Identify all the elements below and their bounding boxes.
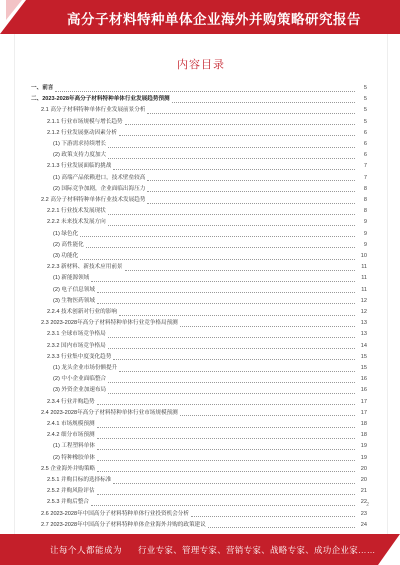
toc-entry-page: 11 xyxy=(361,286,367,293)
toc-entry[interactable] xyxy=(31,364,367,373)
toc-leader-dots xyxy=(108,157,355,159)
toc-entry-page: 17 xyxy=(360,398,367,405)
toc-entry-label: (1) 绿色化 xyxy=(53,230,79,237)
toc-leader-dots xyxy=(147,190,355,192)
toc-entry-label: 2.3 2023-2028年高分子材料特种单体行业竞争格局预测 xyxy=(41,320,178,327)
toc-entry[interactable] xyxy=(31,465,367,474)
toc-entry[interactable] xyxy=(31,330,367,339)
toc-entry-label: 2.4.2 细分市场预测 xyxy=(47,432,95,439)
toc-entry-page: 18 xyxy=(360,421,367,427)
toc-entry-page: 9 xyxy=(363,219,367,226)
toc-leader-dots xyxy=(119,314,355,316)
toc-leader-dots xyxy=(108,146,355,148)
toc-entry-label: 2.3.2 国内市场竞争格局 xyxy=(47,342,106,349)
toc-entry-page: 22 xyxy=(360,499,367,506)
toc-leader-dots xyxy=(125,123,355,125)
toc-entry-page: 6 xyxy=(363,141,367,147)
toc-entry[interactable] xyxy=(31,218,367,227)
toc-entry[interactable] xyxy=(31,106,367,115)
toc-leader-dots xyxy=(191,515,355,517)
toc-entry[interactable] xyxy=(31,420,367,429)
toc-leader-dots xyxy=(91,504,355,506)
toc-entry-label: 2.5.3 并购后整合 xyxy=(47,499,89,506)
toc-entry[interactable] xyxy=(31,498,367,507)
toc-entry[interactable] xyxy=(31,342,367,351)
toc-leader-dots xyxy=(97,459,355,461)
toc-leader-dots xyxy=(55,90,355,92)
toc-entry-label: 2.5 企业海外并购策略 xyxy=(41,465,96,472)
toc-entry-label: (1) 下游需求持续增长 xyxy=(53,141,107,147)
toc-entry[interactable] xyxy=(31,353,367,362)
toc-entry[interactable] xyxy=(31,174,367,183)
toc-entry[interactable] xyxy=(31,319,367,328)
toc-entry[interactable] xyxy=(31,308,367,317)
toc-entry[interactable] xyxy=(31,118,367,127)
toc-entry-page: 15 xyxy=(360,365,367,371)
toc-entry[interactable] xyxy=(31,241,367,250)
toc-entry-label: 2.1 高分子材料特种单体行业发展前景分析 xyxy=(41,107,146,114)
toc-entry-page: 20 xyxy=(360,465,367,472)
toc-entry-label: 2.4 2023-2028年高分子材料特种单体行业市场规模预测 xyxy=(41,409,178,416)
toc-entry-page: 5 xyxy=(363,107,367,114)
toc-entry-page: 16 xyxy=(360,376,367,383)
toc-entry[interactable] xyxy=(31,252,367,261)
toc-leader-dots xyxy=(108,392,355,394)
toc-entry-page: 8 xyxy=(363,185,367,192)
toc-entry-page: 13 xyxy=(360,320,367,327)
toc-entry-label: (3) 外资企业加速布局 xyxy=(53,387,107,394)
toc-leader-dots xyxy=(97,493,355,495)
toc-entry-label: (2) 高性能化 xyxy=(53,241,84,248)
report-footer xyxy=(0,534,400,565)
toc-entry-label: 2.3.4 行业并购趋势 xyxy=(47,398,95,405)
toc-entry-page: 11 xyxy=(361,264,367,271)
toc-leader-dots xyxy=(119,134,355,136)
toc-entry-page: 19 xyxy=(360,443,367,450)
toc-entry[interactable] xyxy=(31,409,367,418)
toc-entry[interactable] xyxy=(31,286,367,295)
toc-leader-dots xyxy=(108,381,355,383)
toc-entry-label: (1) 高端产品依赖进口，技术壁垒较高 xyxy=(53,174,146,181)
toc-leader-dots xyxy=(91,280,355,282)
toc-entry-page: 24 xyxy=(360,521,367,528)
toc-leader-dots xyxy=(108,213,355,215)
toc-title: 内容目录 xyxy=(177,59,225,71)
toc-entry-label: 2.7 2023-2028年中国高分子材料特种单体企业海外并购的政策建议 xyxy=(41,521,206,528)
toc-leader-dots xyxy=(180,414,355,416)
toc-leader-dots xyxy=(97,302,355,304)
document-page xyxy=(14,34,388,534)
toc-leader-dots xyxy=(108,224,355,226)
toc-entry[interactable] xyxy=(31,487,367,496)
toc-entry-page: 8 xyxy=(363,208,367,215)
toc-entry-label: 一、前言 xyxy=(31,85,54,91)
toc-entry-label: 2.1.3 行业发展面临的挑战 xyxy=(47,163,112,170)
toc-entry[interactable] xyxy=(31,521,367,530)
toc-leader-dots xyxy=(108,336,355,338)
toc-entry[interactable] xyxy=(31,442,367,451)
toc-leader-dots xyxy=(80,258,355,260)
toc-entry-page: 5 xyxy=(363,96,367,103)
toc-leader-dots xyxy=(147,112,355,114)
toc-entry-label: (1) 新能源领域 xyxy=(53,275,90,282)
toc-entry[interactable] xyxy=(31,263,367,272)
toc-leader-dots xyxy=(113,168,355,170)
toc-entry-page: 6 xyxy=(363,152,367,159)
toc-leader-dots xyxy=(97,291,355,293)
toc-entry-page: 9 xyxy=(363,230,367,237)
toc-entry[interactable] xyxy=(31,95,367,104)
toc-entry-label: 2.2 高分子材料特种单体行业技术发展趋势 xyxy=(41,197,146,203)
toc-entry-page: 10 xyxy=(360,253,367,259)
report-header xyxy=(0,0,400,34)
toc-entry[interactable] xyxy=(31,140,367,149)
toc-entry[interactable] xyxy=(31,230,367,239)
toc-entry-label: 二、2023-2028年高分子材料特种单体行业发展趋势预测 xyxy=(31,96,170,103)
toc-entry[interactable] xyxy=(31,84,367,93)
page-number: 2 xyxy=(366,502,369,508)
toc-entry-page: 20 xyxy=(360,477,367,483)
header-pink-corner xyxy=(6,0,22,20)
toc-entry-page: 23 xyxy=(360,510,367,517)
toc-entry-label: (2) 中小企业面临整合 xyxy=(53,376,107,383)
toc-entry[interactable] xyxy=(31,375,367,384)
toc-entry-page: 13 xyxy=(360,331,367,338)
toc-leader-dots xyxy=(86,246,355,248)
toc-entry[interactable] xyxy=(31,207,367,216)
toc-entry[interactable] xyxy=(31,431,367,440)
toc-entry-page: 14 xyxy=(360,342,367,349)
toc-leader-dots xyxy=(147,202,355,204)
toc-entry-label: 2.1.1 行业市场规模与增长趋势 xyxy=(47,118,123,125)
toc-leader-dots xyxy=(97,448,355,450)
toc-entry-label: (2) 政策支持力度加大 xyxy=(53,152,107,159)
toc-entry-page: 5 xyxy=(363,85,367,91)
toc-entry-label: 2.4.1 市场规模预测 xyxy=(47,421,95,427)
toc-entry-page: 5 xyxy=(363,118,367,125)
toc-entry-label: 2.2.2 未来技术发展方向 xyxy=(47,219,106,226)
table-of-contents xyxy=(31,84,367,544)
toc-entry-page: 7 xyxy=(363,174,367,181)
toc-leader-dots xyxy=(113,358,355,360)
toc-leader-dots xyxy=(180,325,355,327)
report-title: 高分子材料特种单体企业海外并购策略研究报告 xyxy=(67,12,361,27)
toc-entry-page: 21 xyxy=(360,488,367,495)
toc-leader-dots xyxy=(119,370,355,372)
toc-entry-page: 17 xyxy=(360,409,367,416)
toc-leader-dots xyxy=(97,470,355,472)
toc-entry[interactable] xyxy=(31,386,367,395)
toc-leader-dots xyxy=(97,426,355,428)
toc-entry-label: (3) 功能化 xyxy=(53,253,79,259)
toc-entry[interactable] xyxy=(31,196,367,205)
footer-roles: 行业专家、管理专家、营销专家、战略专家、成功企业家…… xyxy=(138,545,376,555)
toc-entry-label: 2.3.3 行业集中度变化趋势 xyxy=(47,353,112,360)
toc-leader-dots xyxy=(172,101,355,103)
toc-entry-label: (2) 国际竞争加剧，企业面临出海压力 xyxy=(53,185,146,192)
toc-entry-label: 2.2.3 新材料、新技术应用前景 xyxy=(47,264,123,271)
toc-entry-page: 12 xyxy=(360,297,367,304)
toc-entry-page: 16 xyxy=(360,387,367,394)
toc-entry-label: 2.2.4 技术创新对行业的影响 xyxy=(47,309,117,315)
toc-entry-label: (3) 生物医药领域 xyxy=(53,297,95,304)
toc-entry-label: (2) 特种橡胶单体 xyxy=(53,454,95,461)
toc-entry-label: (2) 电子信息领域 xyxy=(53,286,95,293)
toc-entry-label: 2.3.1 全球市场竞争格局 xyxy=(47,331,106,338)
toc-leader-dots xyxy=(125,269,355,271)
toc-entry-page: 19 xyxy=(360,454,367,461)
toc-leader-dots xyxy=(97,403,355,405)
toc-entry-page: 6 xyxy=(363,129,367,136)
toc-leader-dots xyxy=(208,526,355,528)
toc-entry[interactable] xyxy=(31,454,367,463)
footer-tagline: 让每个人都能成为 xyxy=(50,545,123,555)
toc-entry[interactable] xyxy=(31,398,367,407)
toc-leader-dots xyxy=(80,235,355,237)
toc-entry[interactable] xyxy=(31,129,367,138)
toc-entry-page: 12 xyxy=(360,309,367,315)
toc-entry[interactable] xyxy=(31,274,367,283)
toc-entry-label: 2.5.1 并购目标的选择标准 xyxy=(47,477,112,483)
footer-white-corner xyxy=(378,534,400,565)
toc-entry[interactable] xyxy=(31,476,367,485)
toc-entry[interactable] xyxy=(31,162,367,171)
toc-entry-label: (1) 工程塑料单体 xyxy=(53,443,95,450)
toc-entry-page: 18 xyxy=(360,432,367,439)
toc-entry-label: 2.5.2 并购风险评估 xyxy=(47,488,95,495)
toc-leader-dots xyxy=(147,179,355,181)
toc-entry-page: 8 xyxy=(363,197,367,203)
toc-entry-page: 7 xyxy=(363,163,367,170)
toc-entry-label: 2.6 2023-2028年中国高分子材料特种单体行业投资机会分析 xyxy=(41,510,189,517)
toc-entry[interactable] xyxy=(31,510,367,519)
toc-entry-label: (1) 龙头企业市场份额提升 xyxy=(53,365,118,371)
toc-entry[interactable] xyxy=(31,297,367,306)
toc-entry-label: 2.1.2 行业发展驱动因素分析 xyxy=(47,129,117,136)
toc-entry[interactable] xyxy=(31,185,367,194)
toc-entry-page: 11 xyxy=(361,275,367,282)
toc-entry-label: 2.2.1 行业技术发展现状 xyxy=(47,208,106,215)
toc-leader-dots xyxy=(113,482,355,484)
toc-leader-dots xyxy=(108,347,355,349)
toc-entry-page: 9 xyxy=(363,241,367,248)
toc-entry[interactable] xyxy=(31,151,367,160)
toc-leader-dots xyxy=(97,437,355,439)
toc-entry-page: 15 xyxy=(360,353,367,360)
